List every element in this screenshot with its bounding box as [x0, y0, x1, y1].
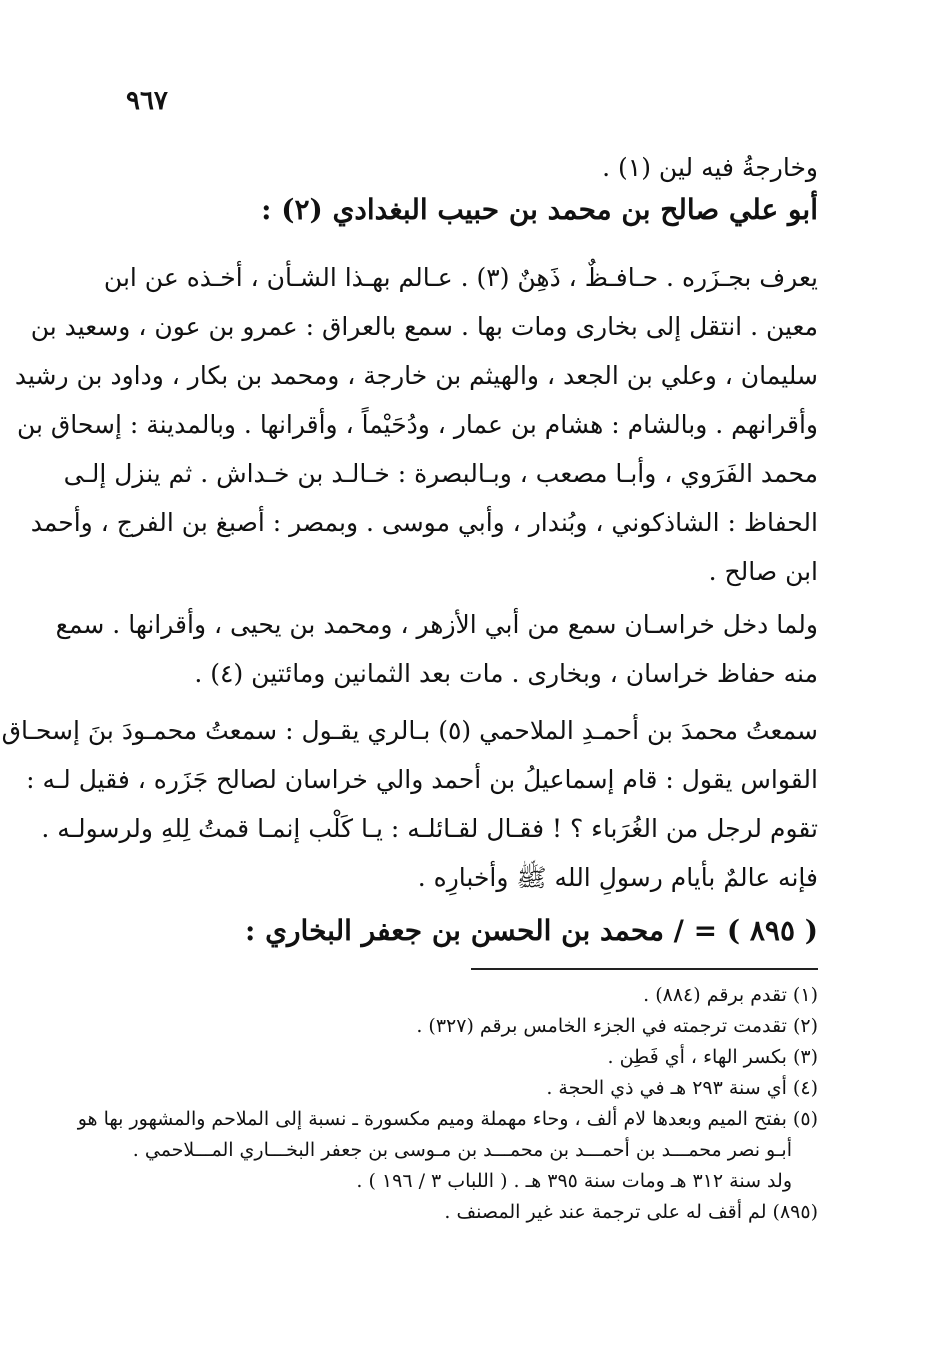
text-line: يعرف بجـزَره . حـافـظٌ ، ذَهِنٌ (٣) . عـالم بهـذا الشـأن ، أخـذه عن ابن	[103, 263, 818, 292]
footnote: (١) تقدم برقم (٨٨٤) .	[643, 984, 818, 1006]
entry-heading: ( ٨٩٥ ) = / محمد بن الحسن بن جعفر البخاري :	[245, 914, 818, 947]
text-line: تقوم لرجل من الغُرَباء ؟ ! فقـال لقـائلـه : يـا كَلْب إنمـا قمتُ لِلهِ ولرسولـه .	[41, 814, 818, 843]
biography-heading: أبو علي صالح بن محمد بن حبيب البغدادي (٢) :	[261, 193, 818, 226]
text-line: الحفاظ : الشاذكوني ، وبُندار ، وأبي موسى . وبمصر : أصبغ بن الفرج ، وأحمد	[30, 508, 818, 537]
text-line: ابن صالح .	[708, 557, 818, 586]
footnote: (٥) بفتح الميم وبعدها لام ألف ، وحاء مهملة وميم مكسورة ـ نسبة إلى الملاحم والمشهور بها هو	[77, 1108, 818, 1130]
text-line: سليمان ، وعلي بن الجعد ، والهيثم بن خارجة ، ومحمد بن بكار ، وداود بن رشيد	[14, 361, 818, 390]
footnote: (٨٩٥) لم أقف له على ترجمة عند غير المصنف .	[444, 1201, 818, 1223]
text-line: منه حفاظ خراسان ، وبخارى . مات بعد الثمانين ومائتين (٤) .	[194, 659, 818, 688]
footnote-continuation: أبـو نصر محمـــد بن أحمـــد بن محمـــد بن مـوسى بن جعفر البخـــاري المـــلاحمي .	[132, 1139, 792, 1161]
paragraph-3	[1, 706, 818, 902]
text-line: ولما دخل خراسـان سمع من أبي الأزهر ، ومحمد بن يحيى ، وأقرانها . سمع	[55, 610, 818, 639]
footnote: (٢) تقدمت ترجمته في الجزء الخامس برقم (٣٢٧) .	[416, 1015, 818, 1037]
footnotes	[77, 980, 818, 1228]
text-line: فإنه عالمٌ بأيام رسولِ الله ﷺ وأخبارِه .	[417, 863, 818, 892]
text-line: القواس يقول : قام إسماعيلُ بن أحمد والي خراسان لصالح جَزَره ، فقيل لـه :	[26, 765, 818, 794]
text-line: سمعتُ محمدَ بن أحمـدِ الملاحمي (٥) بـالري يقـول : سمعتُ محمـودَ بنَ إسحـاق	[1, 716, 818, 745]
text-line: معين . انتقل إلى بخارى ومات بها . سمع بالعراق : عمرو بن عون ، وسعيد بن	[30, 312, 818, 341]
page-number: ٩٦٧	[126, 86, 168, 116]
intro-line	[118, 143, 818, 192]
paragraph-1	[14, 253, 818, 596]
text-line: محمد الفَرَوي ، وأبـا مصعب ، وبـالبصرة : خـالـد بن خـداش . ثم ينزل إلـى	[63, 459, 818, 488]
text-line: وخارجةُ فيه لين (١) .	[602, 153, 818, 182]
footnote: (٣) بكسر الهاء ، أي فَطِن .	[607, 1046, 818, 1068]
footnote-divider	[471, 968, 818, 970]
footnote: (٤) أي سنة ٢٩٣ هـ في ذي الحجة .	[546, 1077, 818, 1099]
paragraph-2	[55, 600, 818, 698]
footnote-continuation: ولد سنة ٣١٢ هـ ومات سنة ٣٩٥ هـ . ( اللباب ٣ / ١٩٦ ) .	[356, 1170, 792, 1192]
text-line: وأقرانهم . وبالشام : هشام بن عمار ، ودُحَيْماً ، وأقرانها . وبالمدينة : إسحاق بن	[16, 410, 818, 439]
